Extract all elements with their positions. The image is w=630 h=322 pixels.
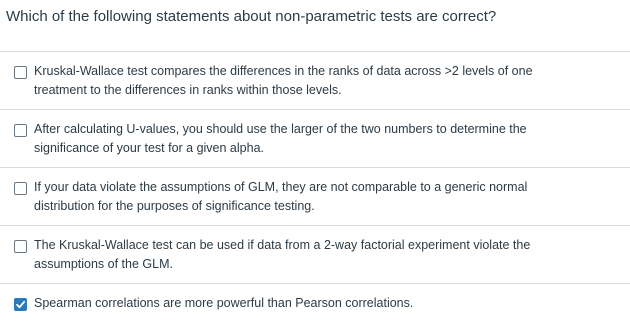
answer-label-line: distribution for the purposes of significance testing.	[34, 199, 315, 213]
answer-label	[34, 62, 599, 100]
checkbox-unchecked-icon[interactable]	[14, 66, 27, 79]
answer-label	[34, 236, 599, 274]
answer-label-line: The Kruskal-Wallace test can be used if data from a 2-way factorial experiment violate the	[34, 238, 531, 252]
answer-option-4[interactable]	[0, 225, 630, 283]
answer-label	[34, 120, 599, 158]
answer-label-line: Spearman correlations are more powerful than Pearson correlations.	[34, 296, 414, 310]
answer-label-line: assumptions of the GLM.	[34, 257, 173, 271]
answer-option-1[interactable]	[0, 51, 630, 109]
answer-label-line: Kruskal-Wallace test compares the differences in the ranks of data across >2 levels of one	[34, 64, 533, 78]
checkbox-checked-icon[interactable]	[14, 298, 27, 311]
answer-label-line: significance of your test for a given alpha.	[34, 141, 264, 155]
answer-list	[0, 51, 630, 322]
question-prompt: Which of the following statements about non-parametric tests are correct?	[6, 8, 497, 25]
checkbox-unchecked-icon[interactable]	[14, 124, 27, 137]
answer-label-line: After calculating U-values, you should use the larger of the two numbers to determine the	[34, 122, 527, 136]
checkmark-icon	[15, 299, 26, 310]
answer-option-5[interactable]	[0, 283, 630, 322]
answer-label	[34, 294, 599, 313]
checkbox-unchecked-icon[interactable]	[14, 182, 27, 195]
answer-label-line: If your data violate the assumptions of GLM, they are not comparable to a generic normal	[34, 180, 528, 194]
answer-option-2[interactable]	[0, 109, 630, 167]
checkbox-unchecked-icon[interactable]	[14, 240, 27, 253]
answer-label-line: treatment to the differences in ranks within those levels.	[34, 83, 342, 97]
answer-label	[34, 178, 599, 216]
answer-option-3[interactable]	[0, 167, 630, 225]
